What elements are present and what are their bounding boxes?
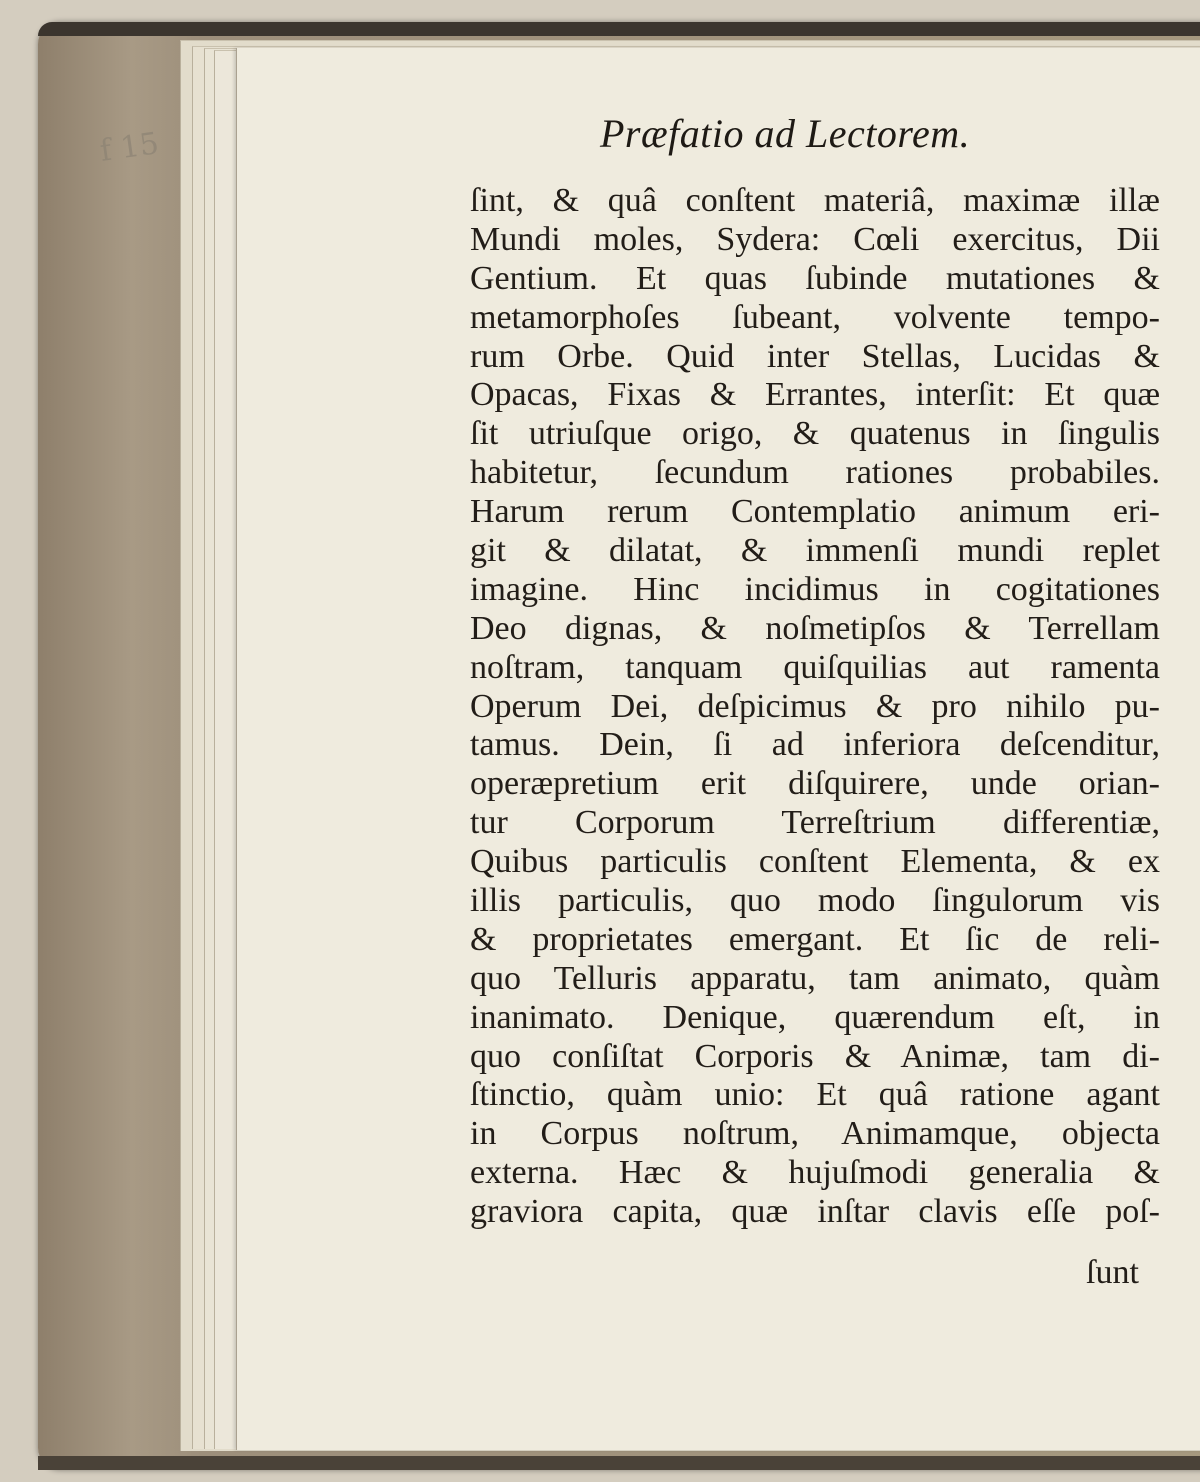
text-line: Quibus particulis conſtent Elementa, & ex: [470, 843, 1160, 881]
text-line: graviora capita, quæ inſtar clavis eſſe poſ-: [470, 1193, 1160, 1231]
running-head: Præfatio ad Lectorem.: [600, 111, 971, 156]
text-line: rum Orbe. Quid inter Stellas, Lucidas &: [470, 337, 1160, 375]
text-line: tur Corporum Terreſtrium differentiæ,: [470, 804, 1160, 842]
text-line: ſit utriuſque origo, & quatenus in ſingulis: [470, 415, 1160, 453]
text-line: habitetur, ſecundum rationes probabiles.: [470, 454, 1160, 492]
text-line: Mundi moles, Sydera: Cœli exercitus, Dii: [470, 220, 1160, 258]
text-line: Gentium. Et quas ſubinde mutationes &: [470, 259, 1160, 297]
pencil-annotation: f 15: [97, 126, 161, 169]
text-line: illis particulis, quo modo ſingulorum vis: [470, 882, 1160, 920]
cover-top-edge: [38, 22, 1200, 36]
text-line: git & dilatat, & immenſi mundi replet: [470, 532, 1160, 570]
text-line: externa. Hæc & hujuſmodi generalia &: [470, 1154, 1160, 1192]
text-line: & proprietates emergant. Et ſic de reli-: [470, 920, 1160, 958]
text-line: Opacas, Fixas & Errantes, interſit: Et quæ: [470, 376, 1160, 414]
text-line: Deo dignas, & noſmetipſos & Terrellam: [470, 609, 1160, 647]
text-line: Operum Dei, deſpicimus & pro nihilo pu-: [470, 687, 1160, 725]
text-line: in Corpus noſtrum, Animamque, objecta: [470, 1115, 1160, 1153]
text-line: operæpretium erit diſquirere, unde orian-: [470, 765, 1160, 803]
text-line: quo conſiſtat Corporis & Animæ, tam di-: [470, 1037, 1160, 1075]
cover-bottom-edge: [38, 1456, 1200, 1470]
text-line: ſint, & quâ conſtent materiâ, maximæ illæ: [470, 182, 1160, 219]
text-line: quo Telluris apparatu, tam animato, quàm: [470, 959, 1160, 997]
body-text: [470, 182, 1160, 1232]
text-line: ſtinctio, quàm unio: Et quâ ratione agant: [470, 1076, 1160, 1114]
text-line: imagine. Hinc incidimus in cogitationes: [470, 570, 1160, 608]
text-line: metamorphoſes ſubeant, volvente tempo-: [470, 298, 1160, 336]
catchword: ſunt: [1086, 1254, 1139, 1291]
text-line: inanimato. Denique, quærendum eſt, in: [470, 998, 1160, 1036]
text-line: Harum rerum Contemplatio animum eri-: [470, 493, 1160, 531]
text-line: noſtram, tanquam quiſquilias aut ramenta: [470, 648, 1160, 686]
text-line: tamus. Dein, ſi ad inferiora deſcenditur,: [470, 726, 1160, 764]
